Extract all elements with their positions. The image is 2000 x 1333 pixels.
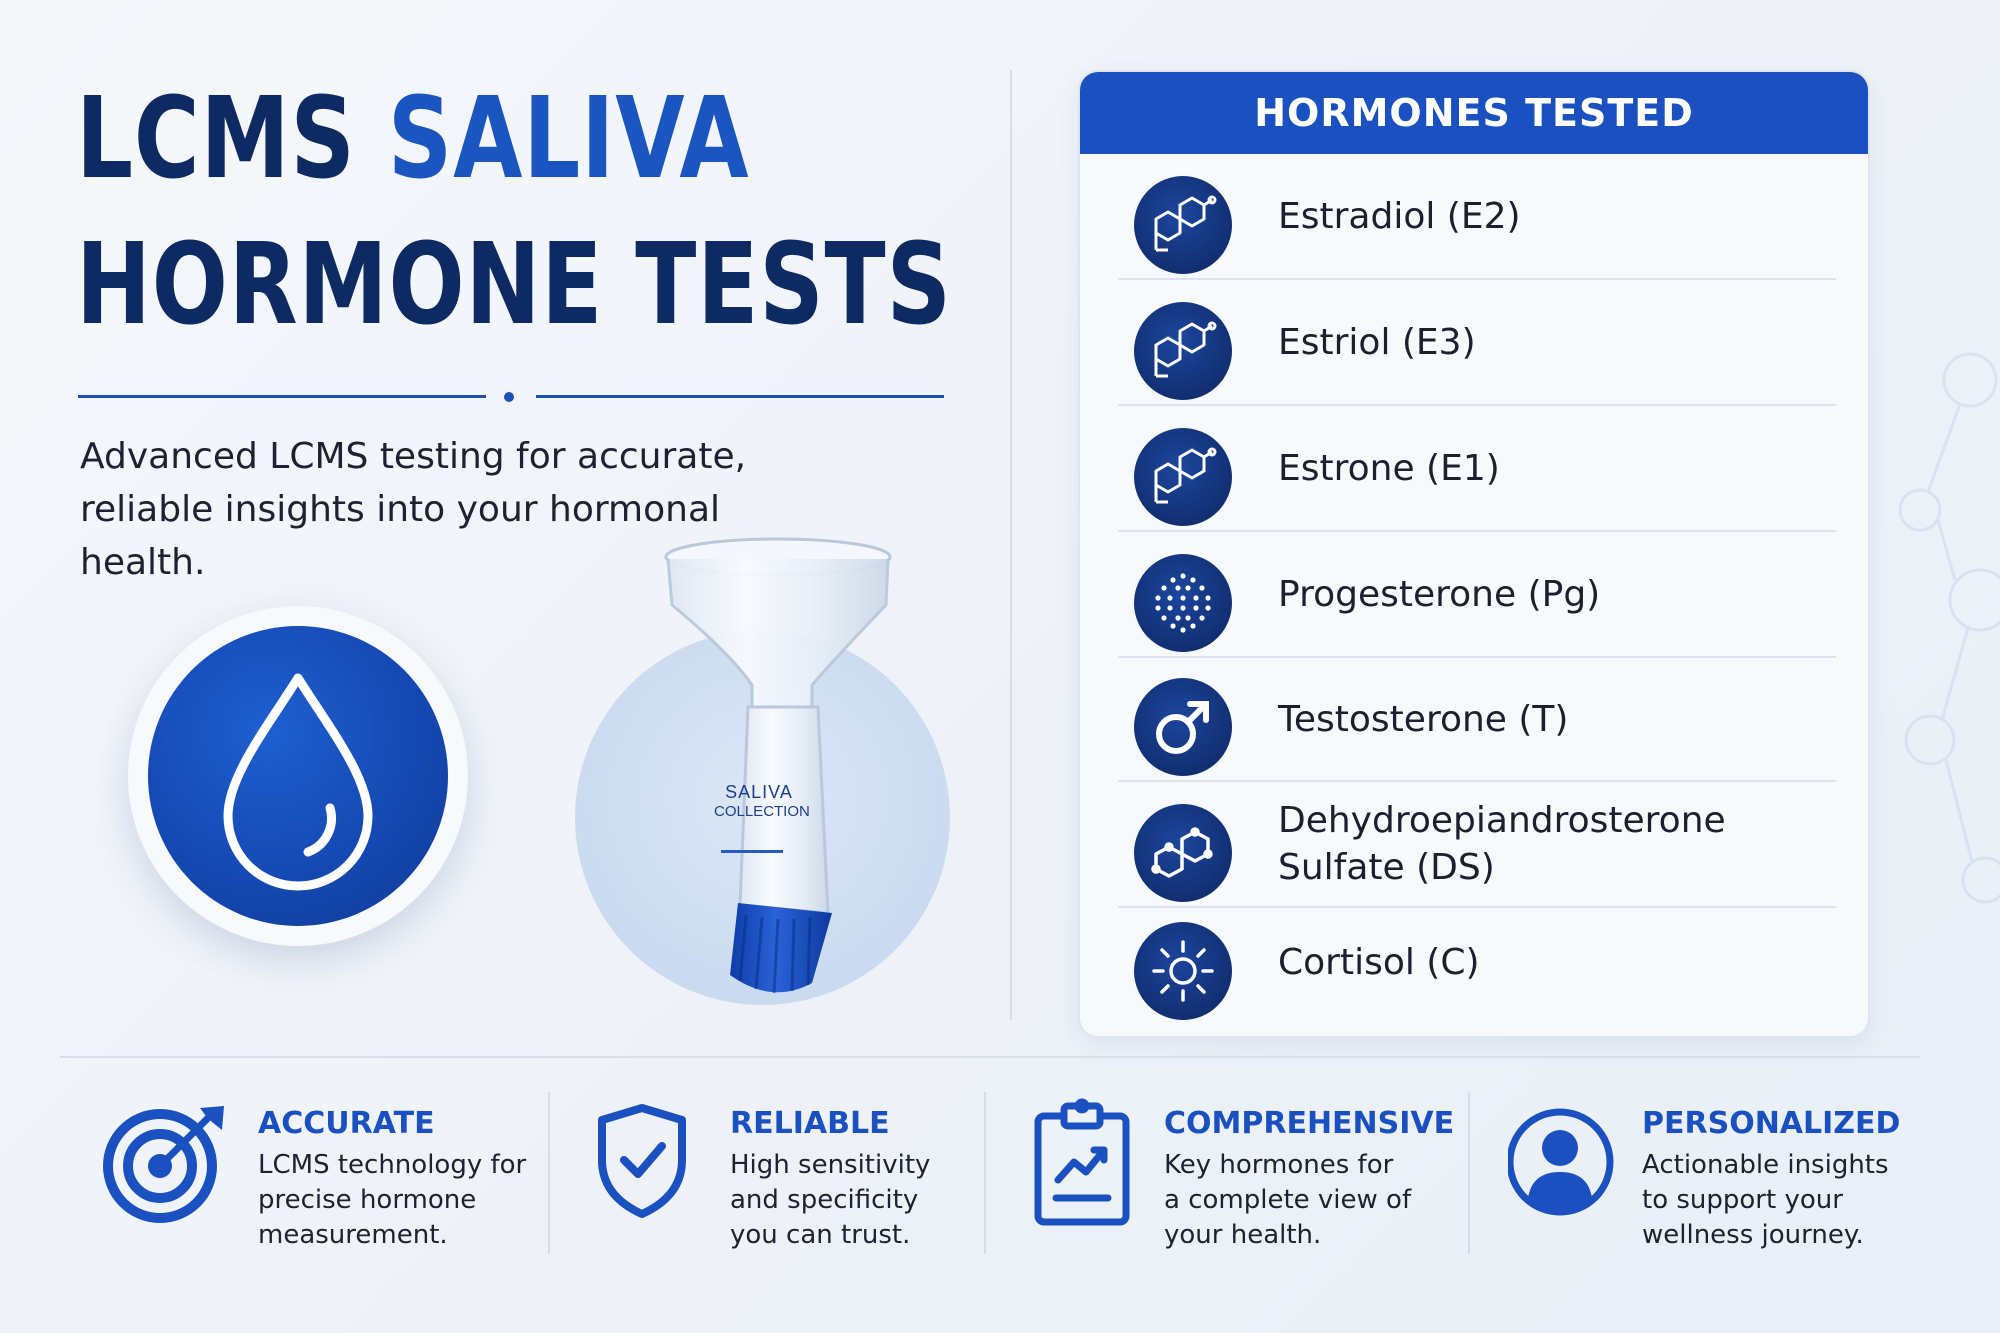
title-line-2: HORMONE TESTS bbox=[76, 220, 952, 350]
shield-check-icon bbox=[592, 1098, 722, 1228]
hormone-name: Estradiol (E2) bbox=[1278, 195, 1521, 237]
hormone-name: Estrone (E1) bbox=[1278, 447, 1500, 489]
feature-title: PERSONALIZED bbox=[1642, 1106, 1901, 1141]
hormone-row-cortisol bbox=[1118, 908, 1836, 1034]
feature-separator bbox=[984, 1092, 986, 1254]
feature-accurate bbox=[100, 1098, 540, 1258]
title-word-saliva: SALIVA bbox=[387, 74, 750, 204]
male-symbol-icon bbox=[1134, 678, 1232, 776]
feature-reliable bbox=[592, 1098, 972, 1258]
hexagon-molecule-icon bbox=[1134, 804, 1232, 902]
hormone-row-progesterone bbox=[1118, 532, 1836, 658]
hormone-row-testosterone bbox=[1118, 658, 1836, 782]
feature-separator bbox=[548, 1092, 550, 1254]
hormone-name: Cortisol (C) bbox=[1278, 941, 1480, 983]
hormones-panel-heading: HORMONES TESTED bbox=[1254, 91, 1694, 135]
feature-separator bbox=[1468, 1092, 1470, 1254]
feature-description: High sensitivity and specificity you can trust. bbox=[730, 1150, 931, 1250]
subtitle-line: Advanced LCMS testing for accurate, bbox=[80, 436, 747, 477]
subtitle-line: reliable insights into your hormonal bbox=[80, 489, 721, 530]
feature-description: Actionable insights to support your wellness journey. bbox=[1642, 1150, 1889, 1250]
hormone-name-line: Sulfate (DS) bbox=[1278, 847, 1495, 888]
saliva-tube-icon bbox=[660, 535, 910, 1005]
molecule-icon bbox=[1134, 428, 1232, 526]
molecule-icon bbox=[1134, 302, 1232, 400]
water-drop-badge bbox=[128, 606, 468, 946]
page-title bbox=[76, 66, 976, 358]
feature-title: RELIABLE bbox=[730, 1106, 890, 1141]
title-word-lcms: LCMS bbox=[76, 74, 356, 204]
dots-icon bbox=[1134, 554, 1232, 652]
hormone-row-estriol bbox=[1118, 280, 1836, 406]
background-molecule-icon bbox=[1860, 280, 2000, 1040]
hormone-name: Testosterone (T) bbox=[1278, 698, 1569, 740]
feature-description: LCMS technology for precise hormone measurement. bbox=[258, 1150, 527, 1250]
hormones-panel-header bbox=[1080, 72, 1868, 154]
vertical-divider bbox=[1010, 70, 1012, 1020]
feature-personalized bbox=[1508, 1098, 1948, 1258]
tube-label bbox=[714, 782, 810, 822]
target-icon bbox=[100, 1098, 230, 1228]
hormone-name bbox=[1278, 782, 1818, 906]
clipboard-chart-icon bbox=[1034, 1098, 1164, 1228]
hormone-name-line: Dehydroepiandrosterone bbox=[1278, 800, 1726, 841]
hormone-row-estrone bbox=[1118, 406, 1836, 532]
feature-comprehensive bbox=[1034, 1098, 1454, 1258]
feature-description: Key hormones for a complete view of your health. bbox=[1164, 1150, 1412, 1250]
hormone-row-dhea-s bbox=[1118, 782, 1836, 908]
title-line-1 bbox=[76, 66, 796, 212]
molecule-icon bbox=[1134, 176, 1232, 274]
title-divider bbox=[78, 392, 944, 400]
feature-title: COMPREHENSIVE bbox=[1164, 1106, 1455, 1141]
hormone-name: Progesterone (Pg) bbox=[1278, 573, 1601, 615]
tube-label-bar bbox=[721, 850, 783, 853]
hormones-panel bbox=[1078, 70, 1870, 1038]
sun-icon bbox=[1134, 922, 1232, 1020]
person-icon bbox=[1508, 1098, 1638, 1228]
horizontal-divider bbox=[60, 1056, 1920, 1058]
tube-label-line: COLLECTION bbox=[714, 803, 810, 820]
subtitle-line: health. bbox=[80, 542, 206, 583]
feature-title: ACCURATE bbox=[258, 1106, 435, 1141]
hormone-row-estradiol bbox=[1118, 154, 1836, 280]
hormone-name: Estriol (E3) bbox=[1278, 321, 1476, 363]
tube-label-line: SALIVA bbox=[725, 782, 793, 802]
water-drop-icon bbox=[188, 656, 408, 896]
